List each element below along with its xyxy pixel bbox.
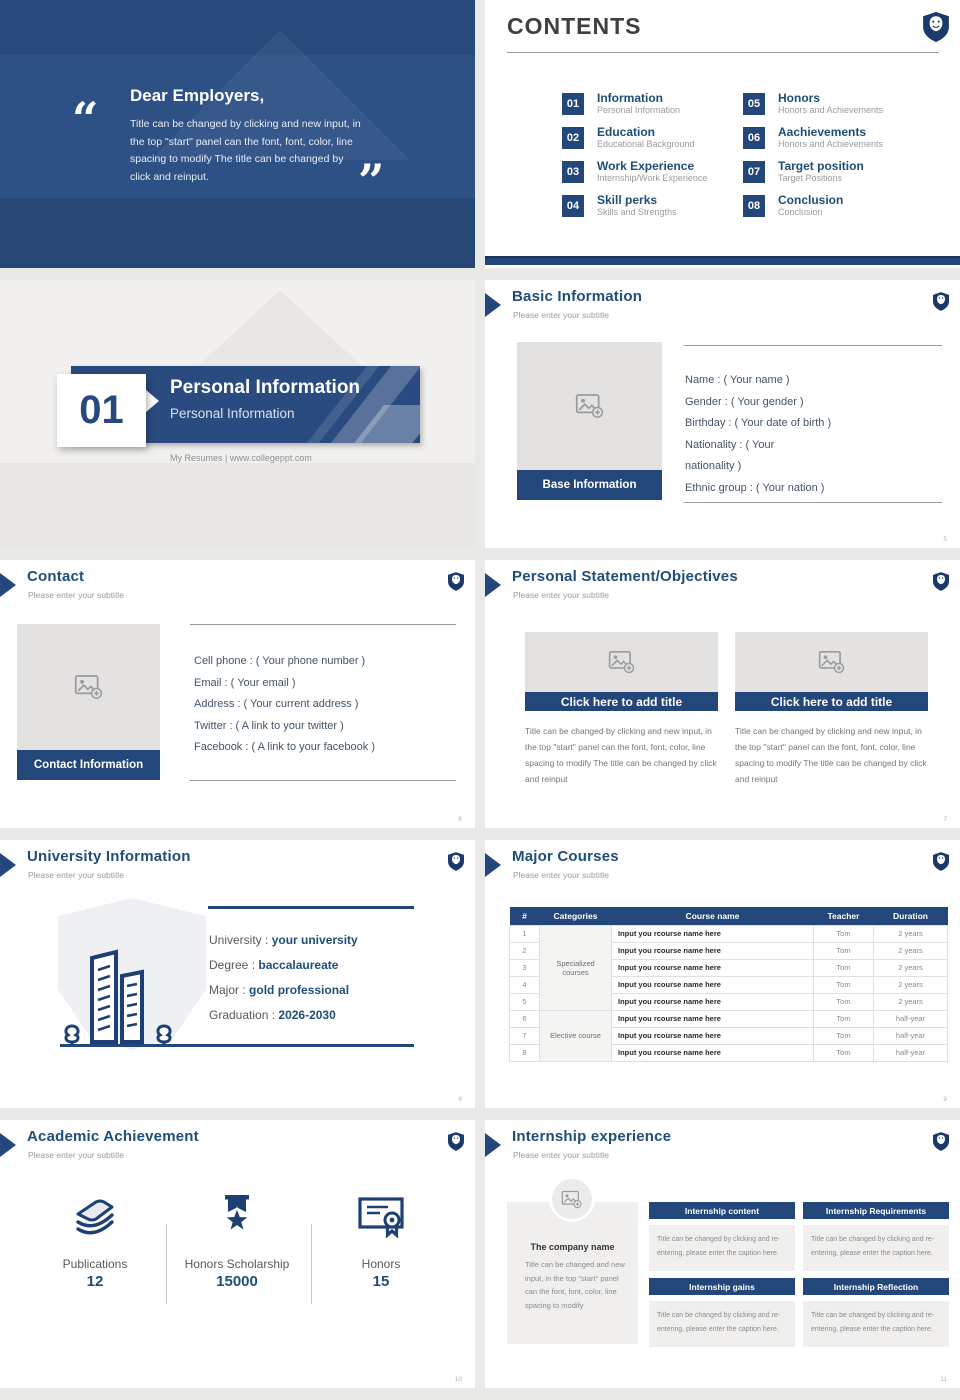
title-arrow-icon — [0, 573, 16, 597]
category-cell: Elective course — [540, 1010, 612, 1061]
slide-contact — [0, 560, 475, 828]
slide-personal-statement — [485, 560, 960, 828]
certificate-icon — [356, 1194, 406, 1238]
page-title: Academic Achievement — [27, 1128, 199, 1145]
page-title: Personal Statement/Objectives — [512, 568, 738, 585]
contents-item-conclusion[interactable] — [743, 194, 913, 224]
field-address: Address : ( Your current address ) — [194, 698, 359, 710]
page-title: University Information — [27, 848, 191, 865]
table-header-row — [510, 907, 948, 925]
lion-shield-logo-icon — [448, 1132, 464, 1156]
quote-body: Title can be changed by clicking and new input, in the top "start" panel can the font, font, color, line spacing to modify The title can be changed by click and reinput. — [130, 118, 361, 183]
quote-title: Dear Employers, — [130, 86, 265, 105]
item-number-badge: 08 — [743, 195, 765, 217]
courses-table — [509, 907, 948, 1062]
item-subtitle: Honors and Achievements — [778, 105, 884, 115]
contents-item-honors[interactable] — [743, 92, 913, 122]
company-description: Title can be changed and new input, in the top "start" panel can the font, font, color, line spacing to modify — [525, 1260, 625, 1310]
item-number-badge: 04 — [562, 195, 584, 217]
publications-books-icon — [70, 1194, 120, 1238]
title-arrow-icon — [0, 853, 16, 877]
section-number: 01 — [79, 388, 124, 432]
page-title: Major Courses — [512, 848, 619, 865]
page-subtitle: Please enter your subtitle — [28, 870, 124, 880]
divider — [507, 52, 939, 53]
table-row: 6 Elective course Input you rcourse name here Tom half-year — [510, 1010, 948, 1027]
item-number-badge: 01 — [562, 93, 584, 115]
card-body: Title can be changed by clicking and re-entering, please enter the caption here. — [803, 1225, 949, 1271]
open-quote-icon: “ — [72, 92, 99, 146]
card-title[interactable]: Internship Requirements — [803, 1202, 949, 1219]
field-email: Email : ( Your email ) — [194, 676, 296, 689]
lion-shield-logo-icon — [933, 572, 949, 596]
statement-card-right — [735, 632, 928, 787]
slide-major-courses — [485, 840, 960, 1108]
page-number: 5 — [943, 536, 947, 543]
field-cell-phone: Cell phone : ( Your phone number ) — [194, 655, 366, 667]
slide-section-01 — [0, 280, 475, 548]
photo-caption[interactable]: Contact Information — [17, 750, 160, 780]
field-university: University : your university — [209, 933, 358, 947]
add-image-icon — [575, 393, 605, 419]
contents-item-achievements[interactable] — [743, 126, 913, 156]
section-number-box — [57, 374, 146, 447]
card-body: Title can be changed by clicking and re-entering, please enter the caption here. — [649, 1225, 795, 1271]
page-title: Contact — [27, 568, 85, 585]
item-number-badge: 07 — [743, 161, 765, 183]
page-number: 8 — [458, 1096, 462, 1103]
divider — [190, 624, 456, 625]
university-buildings-icon — [58, 940, 186, 1046]
quote-bg-shape — [0, 0, 475, 55]
col-header-index: # — [510, 907, 540, 925]
table-row: 2 Input you rcourse name here Tom 2 years — [510, 942, 948, 959]
university-fields — [209, 928, 358, 1028]
card-title[interactable]: Internship content — [649, 1202, 795, 1219]
item-subtitle: Conclusion — [778, 207, 823, 217]
item-number-badge: 02 — [562, 127, 584, 149]
field-twitter: Twitter : ( A link to your twitter ) — [194, 719, 344, 732]
page-subtitle: Please enter your subtitle — [513, 590, 609, 600]
card-body: Title can be changed by clicking and re-entering, please enter the caption here. — [649, 1301, 795, 1347]
table-row: 4 Input you rcourse name here Tom 2 years — [510, 976, 948, 993]
company-image-placeholder[interactable] — [549, 1176, 595, 1222]
field-nationality-wrap: nationality ) — [685, 460, 742, 472]
slide-contents — [485, 0, 960, 268]
contents-item-target-position[interactable] — [743, 160, 913, 190]
company-name: The company name — [530, 1242, 615, 1252]
slide-internship-experience — [485, 1120, 960, 1388]
section-title: Personal Information — [170, 377, 361, 398]
close-quote-icon: ” — [358, 154, 385, 208]
field-facebook: Facebook : ( A link to your facebook ) — [194, 741, 375, 753]
stat-value: 12 — [86, 1273, 104, 1290]
field-birthday: Birthday : ( Your date of birth ) — [685, 417, 832, 429]
category-cell: Specialized courses — [540, 925, 612, 1010]
title-arrow-icon — [485, 1133, 501, 1157]
internship-card-requirements — [803, 1202, 949, 1271]
section-footer: My Resumes | www.collegeppt.com — [170, 453, 312, 463]
item-subtitle: Honors and Achievements — [778, 139, 884, 149]
internship-card-reflection — [803, 1278, 949, 1347]
item-title: Education — [597, 125, 656, 139]
contact-fields — [194, 651, 460, 759]
stat-honors — [311, 1194, 451, 1290]
section-subtitle: Personal Information — [170, 406, 295, 421]
lion-shield-logo-icon — [933, 1132, 949, 1156]
item-number-badge: 03 — [562, 161, 584, 183]
footer-bar — [485, 256, 960, 265]
title-arrow-icon — [485, 573, 501, 597]
table-row: 8 Input you rcourse name here Tom half-year — [510, 1044, 948, 1061]
field-nationality: Nationality : ( Your — [685, 438, 775, 451]
add-image-icon — [561, 1190, 583, 1209]
divider — [684, 502, 942, 503]
divider — [190, 780, 456, 781]
item-number-badge: 06 — [743, 127, 765, 149]
contents-title: CONTENTS — [507, 13, 642, 39]
page-number: 9 — [943, 1096, 947, 1103]
item-title: Conclusion — [778, 193, 844, 207]
table-row: 1 Specialized courses Input you rcourse name here Tom 2 years — [510, 925, 948, 942]
field-major: Major : gold professional — [209, 983, 350, 997]
slide-academic-achievement — [0, 1120, 475, 1388]
page-title: Basic Information — [512, 288, 643, 305]
medal-icon — [212, 1194, 262, 1238]
quote-bg-shape — [0, 198, 475, 268]
page-subtitle: Please enter your subtitle — [28, 590, 124, 600]
item-title: Skill perks — [597, 193, 658, 207]
field-name: Name : ( Your name ) — [685, 374, 790, 386]
page-subtitle: Please enter your subtitle — [513, 1150, 609, 1160]
contents-item-work-experience[interactable] — [562, 160, 732, 190]
section-bg-shape — [0, 463, 475, 548]
add-title-button[interactable]: Click here to add title — [525, 692, 718, 711]
divider — [684, 345, 942, 346]
contents-item-information[interactable] — [562, 92, 732, 122]
lion-shield-logo-icon — [933, 292, 949, 316]
statement-card-left — [525, 632, 718, 787]
stat-value: 15 — [372, 1273, 390, 1290]
contents-item-education[interactable] — [562, 126, 732, 156]
lion-shield-logo-icon — [448, 852, 464, 876]
col-header-categories: Categories — [540, 907, 612, 925]
photo-placeholder[interactable] — [17, 624, 160, 750]
table-row: 3 Input you rcourse name here Tom 2 years — [510, 959, 948, 976]
slide-basic-information — [485, 280, 960, 548]
divider-top — [208, 906, 414, 909]
col-header-course-name: Course name — [612, 907, 814, 925]
page-number: 7 — [943, 816, 947, 823]
title-arrow-icon — [485, 853, 501, 877]
slide-quote — [0, 0, 475, 268]
field-graduation: Graduation : 2026-2030 — [209, 1008, 336, 1022]
lion-shield-logo-icon — [933, 852, 949, 876]
photo-placeholder[interactable] — [517, 342, 662, 470]
table-row: 5 Input you rcourse name here Tom 2 years — [510, 993, 948, 1010]
add-title-button[interactable]: Click here to add title — [735, 692, 928, 711]
field-gender: Gender : ( Your gender ) — [685, 395, 804, 408]
slide-university-information — [0, 840, 475, 1108]
statement-body: Title can be changed by clicking and new input, in the top "start" panel can the font, font, color, line spacing to modify The title can be changed by click and reinput — [735, 726, 927, 784]
item-title: Work Experience — [597, 159, 695, 173]
lion-shield-logo-icon — [923, 12, 949, 47]
stat-value: 15000 — [216, 1273, 258, 1290]
add-image-icon — [608, 650, 636, 674]
title-arrow-icon — [0, 1133, 16, 1157]
stat-publications — [25, 1194, 165, 1290]
page-number: 6 — [458, 816, 462, 823]
page-number: 11 — [940, 1376, 947, 1383]
title-arrow-icon — [485, 293, 501, 317]
table-row: 7 Input you rcourse name here Tom half-year — [510, 1027, 948, 1044]
item-title: Honors — [778, 91, 820, 105]
statement-body: Title can be changed by clicking and new input, in the top "start" panel can the font, font, color, line spacing to modify The title can be changed by click and reinput — [525, 726, 717, 784]
lion-shield-logo-icon — [448, 572, 464, 596]
contents-item-skill-perks[interactable] — [562, 194, 732, 224]
col-header-duration: Duration — [874, 907, 948, 925]
page-subtitle: Please enter your subtitle — [513, 310, 609, 320]
basic-fields — [685, 370, 943, 499]
photo-caption[interactable]: Base Information — [517, 470, 662, 500]
add-image-icon — [818, 650, 846, 674]
card-title[interactable]: Internship Reflection — [803, 1278, 949, 1295]
page-title: Internship experience — [512, 1128, 672, 1145]
page-subtitle: Please enter your subtitle — [513, 870, 609, 880]
item-subtitle: Educational Background — [597, 139, 695, 149]
field-degree: Degree : baccalaureate — [209, 958, 339, 972]
field-ethnic-group: Ethnic group : ( Your nation ) — [685, 481, 825, 494]
item-subtitle: Skills and Strengths — [597, 207, 677, 217]
item-number-badge: 05 — [743, 93, 765, 115]
stat-label: Honors Scholarship — [184, 1257, 290, 1271]
card-body: Title can be changed by clicking and re-entering, please enter the caption here. — [803, 1301, 949, 1347]
page-subtitle: Please enter your subtitle — [28, 1150, 124, 1160]
item-title: Target position — [778, 159, 864, 173]
item-subtitle: Target Positions — [778, 173, 843, 183]
internship-card-content — [649, 1202, 795, 1271]
divider-bottom — [60, 1044, 414, 1047]
card-title[interactable]: Internship gains — [649, 1278, 795, 1295]
item-subtitle: Internship/Work Experience — [597, 173, 708, 183]
image-placeholder[interactable] — [735, 632, 928, 692]
add-image-icon — [74, 674, 104, 700]
item-title: Aachievements — [778, 125, 867, 139]
page-number: 10 — [454, 1376, 462, 1383]
stat-label: Honors — [361, 1257, 401, 1271]
image-placeholder[interactable] — [525, 632, 718, 692]
stat-honors-scholarship — [167, 1194, 307, 1290]
col-header-teacher: Teacher — [814, 907, 874, 925]
item-title: Information — [597, 91, 663, 105]
item-subtitle: Personal Information — [597, 105, 681, 115]
stat-label: Publications — [62, 1257, 128, 1271]
internship-card-gains — [649, 1278, 795, 1347]
